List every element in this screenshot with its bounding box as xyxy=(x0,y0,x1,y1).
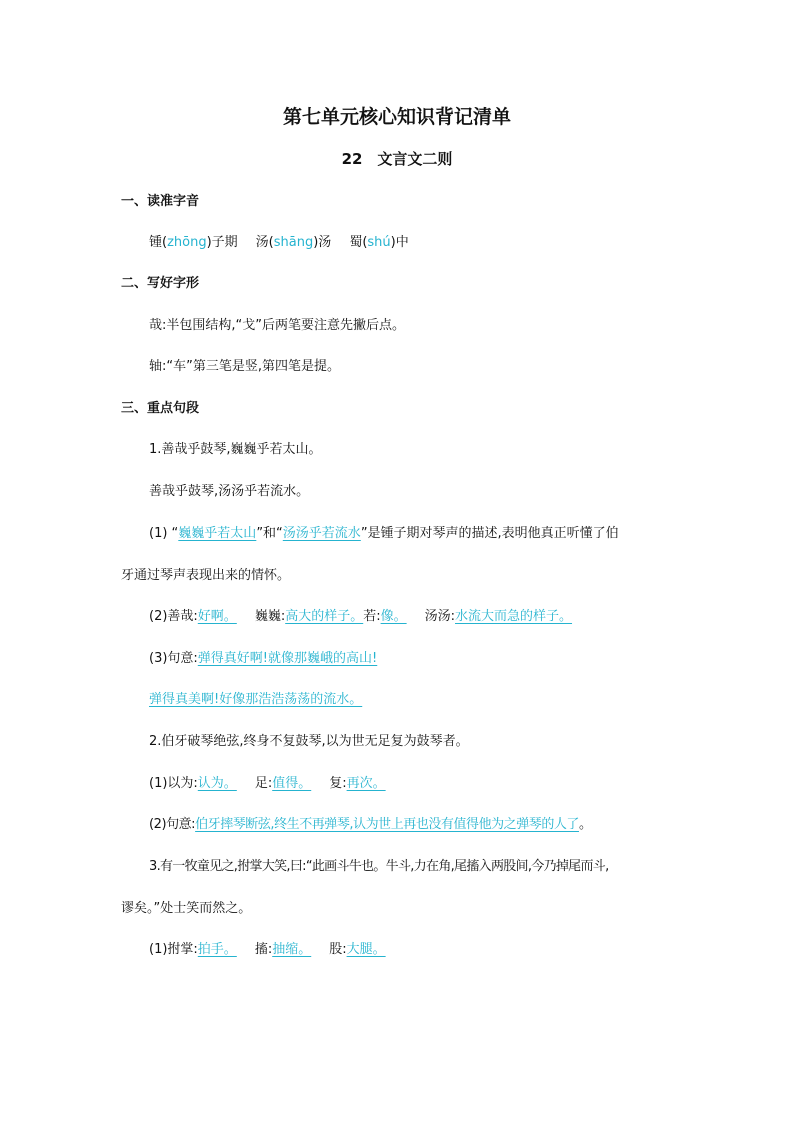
pronunciation-line: 锺(zhōng)子期 汤(shāng)汤 蜀(shú)中 xyxy=(149,235,409,250)
answer-text: 再次。 xyxy=(346,776,386,791)
section-heading-writing: 二、写好字形 xyxy=(121,276,200,291)
answer-text: 拍手。 xyxy=(197,942,237,957)
passage-text: 3.有一牧童见之,拊掌大笑,曰:“此画斗牛也。牛斗,力在角,尾搐入两股间,今乃掉尾而斗, xyxy=(149,859,609,874)
answer-text: 伯牙摔琴断弦,终生不再弹琴,认为世上再也没有值得他为之弹琴的人了 xyxy=(195,817,579,832)
answer-text: 高大的样子。 xyxy=(285,609,364,624)
writing-note: 轴:“车”第三笔是竖,第四笔是提。 xyxy=(149,359,340,374)
answer-text: 弹得真好啊!就像那巍峨的高山! xyxy=(197,651,378,666)
pinyin-answer: shāng xyxy=(273,235,314,250)
passage-text: 善哉乎鼓琴,汤汤乎若流水。 xyxy=(149,484,310,499)
answer-text: 好啊。 xyxy=(197,609,237,624)
answer-text: 巍巍乎若太山 xyxy=(178,526,257,541)
answer-text: 水流大而急的样子。 xyxy=(455,609,573,624)
writing-note: 哉:半包围结构,“戈”后两笔要注意先撇后点。 xyxy=(149,318,405,333)
question-item: (2)句意:伯牙摔琴断弦,终生不再弹琴,认为世上再也没有值得他为之弹琴的人了。 xyxy=(149,817,592,832)
answer-text: 弹得真美啊!好像那浩浩荡荡的流水。 xyxy=(149,692,363,707)
answer-text: 值得。 xyxy=(272,776,312,791)
answer-text: 像。 xyxy=(380,609,407,624)
lesson-title: 22 文言文二则 xyxy=(341,150,453,168)
answer-text: 大腿。 xyxy=(346,942,386,957)
section-heading-pronunciation: 一、读准字音 xyxy=(121,194,200,209)
passage-text: 1.善哉乎鼓琴,巍巍乎若太山。 xyxy=(149,442,322,457)
question-item: (1)以为:认为。 足:值得。 复:再次。 xyxy=(149,776,386,791)
question-item: (3)句意:弹得真好啊!就像那巍峨的高山! xyxy=(149,651,378,666)
answer-text: 汤汤乎若流水 xyxy=(282,526,361,541)
question-item: (1) “巍巍乎若太山”和“汤汤乎若流水”是锺子期对琴声的描述,表明他真正听懂了伯 xyxy=(149,526,619,541)
passage-text: 2.伯牙破琴绝弦,终身不复鼓琴,以为世无足复为鼓琴者。 xyxy=(149,734,469,749)
section-heading-key-passages: 三、重点句段 xyxy=(121,401,200,416)
question-item-continued: 牙通过琴声表现出来的情怀。 xyxy=(121,568,291,583)
answer-continued xyxy=(149,690,362,710)
passage-text-continued: 谬矣。”处士笑而然之。 xyxy=(121,901,252,916)
question-item: (1)拊掌:拍手。 搐:抽缩。 股:大腿。 xyxy=(149,942,386,957)
question-item: (2)善哉:好啊。 巍巍:高大的样子。若:像。 汤汤:水流大而急的样子。 xyxy=(149,609,573,624)
pinyin-answer: shú xyxy=(367,235,391,250)
answer-text: 抽缩。 xyxy=(272,942,312,957)
pinyin-answer: zhōng xyxy=(167,235,207,250)
page-title: 第七单元核心知识背记清单 xyxy=(282,106,511,128)
answer-text: 认为。 xyxy=(197,776,237,791)
